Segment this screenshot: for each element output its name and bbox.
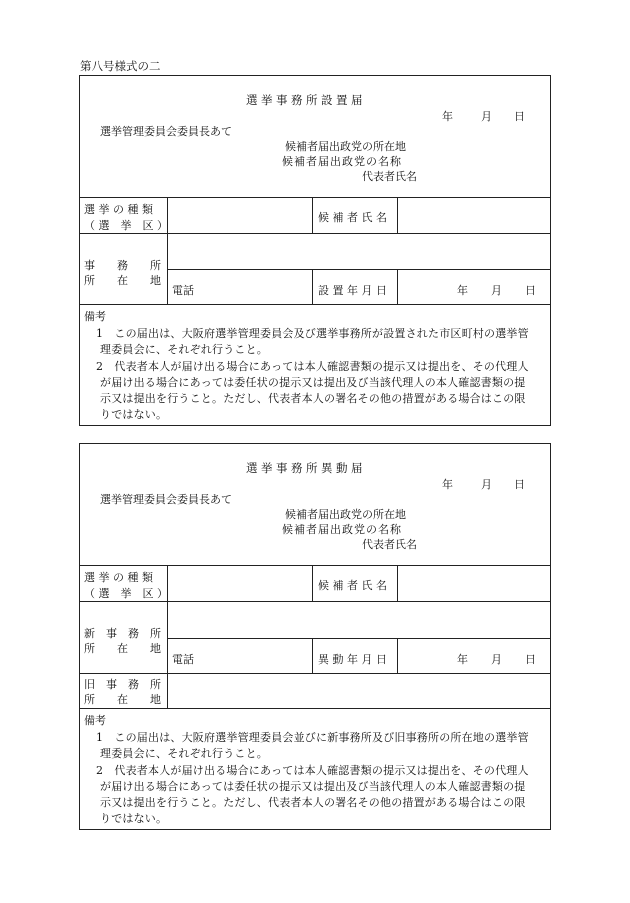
phone-label: 電話 [172,653,194,666]
election-type-label: 選 挙 の 種 類 [84,571,153,584]
change-date-year: 年 [457,653,468,666]
election-type-label: 選 挙 の 種 類 [84,203,153,216]
representative-label: 代表者氏名 [362,170,417,183]
setup-date-month: 月 [491,284,502,297]
setup-date-label: 設 置 年 月 日 [318,284,387,297]
phone-label: 電話 [172,284,194,297]
form-number: 第八号様式の二 [80,59,161,73]
office-setup-form [79,75,551,426]
change-date-month: 月 [491,653,502,666]
old-office-address-label: 所 在 地 [84,693,161,706]
date-month: 月 [481,110,492,123]
note-1-line-1: 1 この届出は、大阪府選挙管理委員会並びに新事務所及び旧事務所の所在地の選挙管 [96,731,529,744]
district-label: （ 選 挙 区 ） [84,219,168,232]
party-name-label: 候補者届出政党の名称 [282,155,402,168]
form-title: 選挙事務所異動届 [246,461,366,475]
note-2-line-1: 2 代表者本人が届け出る場合にあっては本人確認書類の提示又は提出を、その代理人 [96,360,529,373]
office-label: 事 務 所 [84,259,161,272]
note-2-line-4: りではない。 [100,408,168,421]
addressee: 選挙管理委員会委員長あて [100,493,232,506]
note-2-line-3: 示又は提出を行うこと。ただし、代表者本人の署名その他の措置がある場合はこの限 [100,392,526,405]
remarks-label: 備考 [84,310,106,323]
party-location-label: 候補者届出政党の所在地 [285,140,406,153]
remarks-label: 備考 [84,714,106,727]
office-change-form [79,443,551,830]
representative-label: 代表者氏名 [362,538,417,551]
date-month: 月 [481,478,492,491]
date-day: 日 [514,478,525,491]
party-location-label: 候補者届出政党の所在地 [285,508,406,521]
note-2-line-2: が届け出る場合にあっては委任状の提示又は提出及び当該代理人の本人確認書類の提 [100,376,526,389]
note-1-line-1: 1 この届出は、大阪府選挙管理委員会及び選挙事務所が設置された市区町村の選挙管 [96,327,529,340]
note-2-line-4: りではない。 [100,812,168,825]
change-date-label: 異 動 年 月 日 [318,653,387,666]
note-1-line-2: 理委員会に、それぞれ行うこと。 [100,747,268,760]
addressee: 選挙管理委員会委員長あて [100,125,232,138]
setup-date-year: 年 [457,284,468,297]
change-date-day: 日 [525,653,536,666]
note-2-line-1: 2 代表者本人が届け出る場合にあっては本人確認書類の提示又は提出を、その代理人 [96,764,529,777]
new-office-label: 新 事 務 所 [84,627,161,640]
party-name-label: 候補者届出政党の名称 [282,523,402,536]
date-year: 年 [442,478,453,491]
date-year: 年 [442,110,453,123]
setup-date-day: 日 [525,284,536,297]
note-1-line-2: 理委員会に、それぞれ行うこと。 [100,343,268,356]
office-address-label: 所 在 地 [84,274,161,287]
form-title: 選挙事務所設置届 [246,93,366,107]
new-office-address-label: 所 在 地 [84,642,161,655]
candidate-name-label: 候 補 者 氏 名 [318,211,387,224]
old-office-label: 旧 事 務 所 [84,678,161,691]
district-label: （ 選 挙 区 ） [84,587,168,600]
date-day: 日 [514,110,525,123]
note-2-line-2: が届け出る場合にあっては委任状の提示又は提出及び当該代理人の本人確認書類の提 [100,780,526,793]
note-2-line-3: 示又は提出を行うこと。ただし、代表者本人の署名その他の措置がある場合はこの限 [100,796,526,809]
candidate-name-label: 候 補 者 氏 名 [318,579,387,592]
